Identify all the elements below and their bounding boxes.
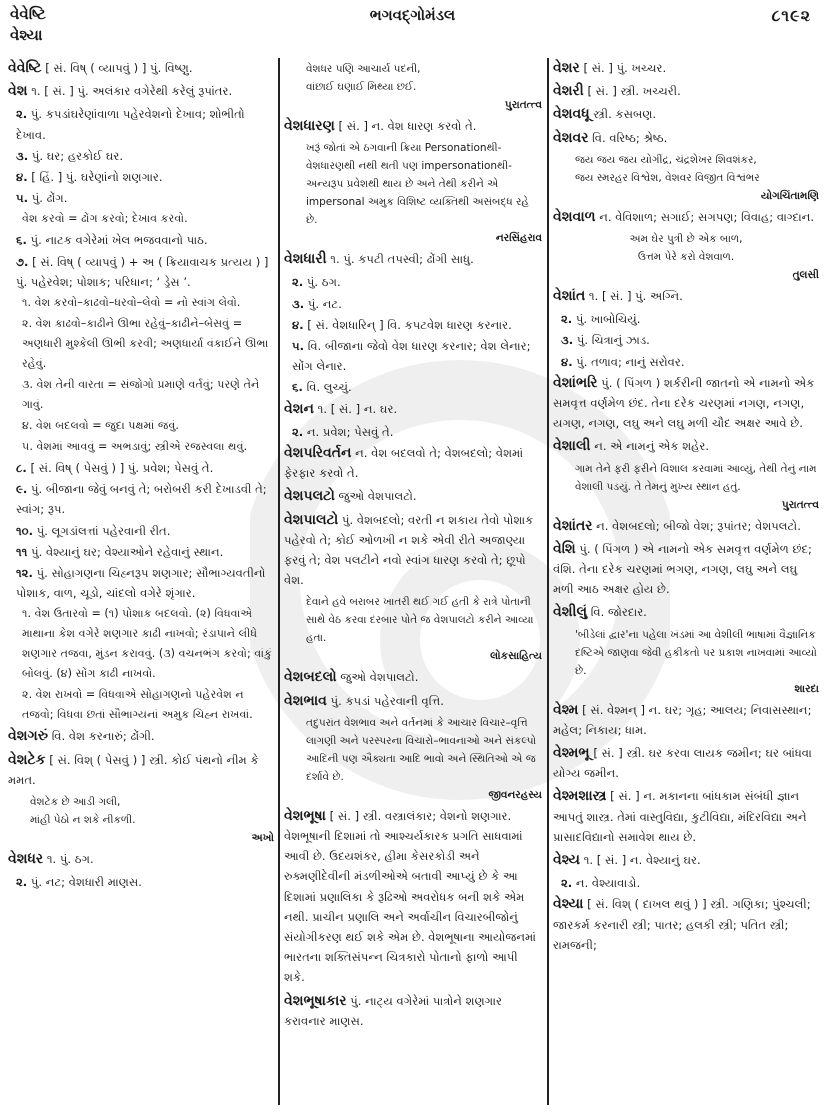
headword: વેશ્ય xyxy=(553,852,581,869)
sense-text: વિ. લુચ્ચું. xyxy=(306,380,352,395)
dictionary-entry xyxy=(553,104,819,124)
sense-text: પું. ખાબોચિયું. xyxy=(575,312,641,327)
dictionary-entry xyxy=(8,849,274,869)
sense-number: ૫. xyxy=(16,191,29,206)
dictionary-entry xyxy=(553,58,819,78)
sense-number: ૩. xyxy=(16,148,29,163)
dictionary-entry xyxy=(284,116,542,136)
sense xyxy=(16,479,274,519)
definition-text: પું. ( પિંગળ ) એ નામનો એક સમવૃત્ત વર્ણમેળ છંદ; વંશિ. તેના દરેક ચરણમાં ભગણ, નગણ, લઘુ અને લઘુ મળી આઠ અક્ષર હોય છે. xyxy=(553,541,812,597)
headword: વેશભૂષા xyxy=(284,807,326,824)
sense-number: ૨. xyxy=(292,275,304,290)
headword: વેશ્મશાસ્ત્ર xyxy=(553,788,607,805)
definition-text: પું. કપડાં પહેરવાની વૃત્તિ. xyxy=(330,693,444,708)
sense-text: [ સં. વિષ્ ( વ્યાપવું ) + અ ( ક્રિયાવાચક પ્રત્યય ) ] પું. પહેરવેશ; પોશાક; પરિધાન; ‘ ડ્રેસ ’. xyxy=(16,254,269,289)
sense xyxy=(561,352,819,372)
dictionary-entry xyxy=(8,750,274,790)
definition-text: [ સં. વિશ્ ( દાખલ થવું ) ] સ્ત્રી. ગણિકા; પુંશ્ચલી; જારકર્મ કરનારી સ્ત્રી; પાતર; હલકી સ્ત્રી; પતિત સ્ત્રી; રામજની; xyxy=(553,897,811,952)
dictionary-entry xyxy=(553,539,819,600)
headword: વેશપાલટો xyxy=(284,511,339,528)
headword: વેશ્મ xyxy=(553,701,579,718)
sense-number: ૨. xyxy=(561,876,573,891)
headword: વેશભાવ xyxy=(284,692,327,709)
headword: વેશર xyxy=(553,60,580,76)
sense-text: વિ. બીજાના જેવો વેશ ધારણ કરનાર; વેશ લેનાર; સોંગ લેનાર. xyxy=(292,339,531,374)
citation-line: અમ ઘેર પુત્રી છે એક બાળ, xyxy=(629,233,743,246)
headword: વેશધારણ xyxy=(284,118,335,134)
definition-text: ન. વેવિશાળ; સગાઈ; સગપણ; વિવાહ; વાગ્દાન. xyxy=(599,209,815,224)
dictionary-entry xyxy=(284,691,542,711)
sense-number: ૩. xyxy=(292,296,305,311)
sense xyxy=(16,563,274,603)
dictionary-entry xyxy=(553,602,819,622)
sense xyxy=(561,330,819,350)
page-number: ૮૧૯૨ xyxy=(771,6,811,25)
sense xyxy=(16,167,274,187)
definition-text: [ સં. ] સ્ત્રી. ઘર કરવા લાયક જમીન; ઘર બાંધવા યોગ્ય જમીન. xyxy=(553,746,812,781)
citation-line: ઉત્તમ પેરે કરો વેશવાળ. xyxy=(637,251,735,264)
citation xyxy=(575,460,819,514)
dictionary-entry xyxy=(284,991,542,1031)
running-title: ભગવદ્ગોમંડલ xyxy=(369,6,456,24)
citation xyxy=(306,60,542,114)
sense xyxy=(561,309,819,329)
dictionary-entry xyxy=(284,486,542,506)
dictionary-entry xyxy=(553,850,819,870)
sense-text: પું. કપડાંઘરેણાંવાળા પહેરવેશનો દેખાવ; શોભીતો દેખાવ. xyxy=(16,107,245,142)
sense xyxy=(16,104,274,144)
sense-text: [ સં. વિષ્ ( પેસવું ) ] પું. પ્રવેશ; પેસવું તે. xyxy=(30,461,214,476)
citation-source: તુલસી xyxy=(792,269,819,282)
dictionary-entry xyxy=(553,700,819,740)
headword: વેશપલટો xyxy=(284,488,335,505)
citation-line: ગામ તેને ફરી ફરીને વિશાલ કરવામાં આવ્યું, તેથી તેનું નામ વેશાલી પડયું. તે તેમનું મુખ્ય સ્થાન હતું. xyxy=(575,462,817,493)
headword: વેશપરિવર્તન xyxy=(284,445,352,462)
idiom: વેશ કરવો = ઢોંગ કરવો; દેખાવ કરવો. xyxy=(22,212,188,226)
column-divider xyxy=(278,58,280,1105)
headword: વેશટેક xyxy=(8,751,46,768)
citation-line: 'બીડેલાં દ્વાર'ના પહેલા ખંડમાં આ વેશીલી ભાષામાં વૈજ્ઞાનિક દષ્ટિએ જાણવા જેવી હકીકતો પર પ્રકાશ નાખવામાં આવ્યો છે. xyxy=(575,628,817,677)
sense-number: ૮. xyxy=(16,461,27,476)
dictionary-entry xyxy=(553,128,819,148)
citation xyxy=(306,714,542,804)
dictionary-entry xyxy=(553,743,819,783)
citation-source: પુરાતત્ત્વ xyxy=(781,498,819,511)
definition-text: જુઓ વેશપાલટો. xyxy=(340,670,419,685)
sense xyxy=(292,377,542,397)
sense xyxy=(292,272,542,292)
headword: વેશધારી xyxy=(284,251,327,268)
sense-number: ૪. xyxy=(292,317,304,332)
citation-line: જય સ્મરહર વિશ્વેશ, વેશવર વિજીત વિશ્વંભર xyxy=(575,171,760,184)
headword: વેવેષ્ટિ xyxy=(8,60,42,76)
headword: વેશધર xyxy=(8,851,44,868)
definition-text: ૧. [ સં. ] ન. ઘર. xyxy=(317,401,398,416)
sense-number: ૧૧ xyxy=(16,544,28,559)
citation xyxy=(575,626,819,698)
idiom: ૧. વેશ કરવો–કાઢવો–ધરવો–લેવો = નો સ્વાંગ લેવો. xyxy=(22,296,241,310)
headword: વેશગરું xyxy=(8,728,48,745)
sense-text: [ હિં. ] પું. ઘરેણાંનો શણગાર. xyxy=(31,170,163,185)
dictionary-entry xyxy=(553,286,819,306)
sense-text: પું. તળાવ; નાનું સરોવર. xyxy=(576,354,685,369)
sense xyxy=(292,315,542,335)
sense-number: ૭. xyxy=(16,254,29,269)
dictionary-entry xyxy=(284,443,542,483)
headword: વેશભૂષાકાર xyxy=(284,992,347,1009)
dictionary-entry xyxy=(8,58,274,78)
citation-line: માંહી પેઠો ન શકે નીકળી. xyxy=(30,814,136,827)
sense-number: ૪. xyxy=(561,354,573,369)
definition-text: ૧. પું. ઠગ. xyxy=(46,852,94,867)
idiom: ૨. વેશ કાઢવો–કાઢીને ઊભા રહેવું–કાઢીને–બેસવું = અણધારી મુશ્કેલી ઊભી કરવી; અણધાર્યા વંકાઈને ઊભા રહેવું. xyxy=(22,317,269,371)
sense xyxy=(16,146,274,166)
citation-line: વાંછાઈ ઘણાઈ મિથ્યા છઈ. xyxy=(306,81,417,93)
dictionary-entry xyxy=(553,894,819,955)
definition-text: વિ. જોરદાર. xyxy=(590,605,647,620)
headword: વેશ્મભૂ xyxy=(553,745,590,762)
sense-text: પું. વેશ્યાનું ઘર; વેશ્યાઓને રહેવાનું સ્થાન. xyxy=(31,544,224,559)
idiom: ૩. વેશ તેની વારતા = સંજોગો પ્રમાણે વર્તવું; પરણે તેને ગાવું. xyxy=(22,378,260,412)
guide-word-last: વેશ્યા xyxy=(10,26,43,44)
definition-text: પું. નાટ્ય વગેરેમાં પાત્રોને શણગાર કરાવનાર માણસ. xyxy=(284,993,502,1028)
citation-line: ખરૂં જોતાં એ ઠગવાની ક્રિયા Personationથી-વેશધારણથી નથી થતી પણ impersonationથી-અન્યરૂપ પ્રવેશથી થાય છે અને તેથી કરીને એ impersonal અમુક વિશિષ્ટ વ્યક્તિથી અસંબદ્ધ રહે છે. xyxy=(306,142,529,227)
definition-text: [ સં. ] સ્ત્રી. ખચ્ચરી. xyxy=(587,84,681,99)
definition-text: ૧. [ સં. ] ન. વેશ્યાનું ઘર. xyxy=(583,853,701,868)
definition-text: વિ. વેશ કરનારું; ઢોંગી. xyxy=(51,729,155,744)
dictionary-entry xyxy=(284,249,542,269)
headword: વેશરી xyxy=(553,83,584,100)
citation-source: પુરાતત્ત્વ xyxy=(504,99,542,111)
definition-text: વિ. વરિષ્ઠ; શ્રેષ્ઠ. xyxy=(592,130,668,145)
sense-text: પું. ઘર; હરકોઈ ઘર. xyxy=(31,148,124,163)
sense-text: ન. વેશ્યાવાડો. xyxy=(575,876,641,891)
citation xyxy=(575,151,819,205)
dictionary-entry xyxy=(553,81,819,101)
sense xyxy=(16,230,274,250)
sense-number: ૨. xyxy=(16,875,28,890)
idiom: ૪. વેશ બદલવો = જુદા પક્ષમાં જવું. xyxy=(22,419,179,433)
headword: વેશ xyxy=(8,83,28,100)
sense-text: પું. નટ; વેશધારી માણસ. xyxy=(30,875,142,890)
definition-text: [ સં. વિષ્ ( વ્યાપવું ) ] પું. વિષ્ણુ. xyxy=(45,61,193,75)
citation-line: વેશટેક છે આડી ગલી, xyxy=(30,796,121,809)
sense xyxy=(16,252,274,292)
dictionary-entry xyxy=(8,81,274,101)
sense-text: પું. લૂગડાંલત્તાં પહેરવાની રીત. xyxy=(36,523,171,538)
sense-number: ૧૨. xyxy=(16,566,33,581)
citation xyxy=(306,139,542,247)
column-2 xyxy=(284,58,542,1107)
sense-number: ૪. xyxy=(16,170,28,185)
sense-number: ૯. xyxy=(16,482,28,497)
headword: વેશાલી xyxy=(553,438,591,455)
citation-line: તદુપરાંત વેશભાવ અને વર્તનમાં કે આચાર વિચાર–વૃત્તિ લાગણી અને પરસ્પરના વિચારો–ભાવનાઓ અને સંકલ્પો આદિની પણ ઐક્યતા આદિ ભાવો અને સ્થિતિઓ એ જ દર્શાવે છે. xyxy=(306,716,537,783)
headword: વેશવધૂ xyxy=(553,106,590,123)
headword: વેશાંતર xyxy=(553,517,593,534)
citation xyxy=(30,793,274,847)
sense xyxy=(16,542,274,562)
definition-text: [ સં. વેશ્મન્ ] ન. ઘર; ગૃહ; આલય; નિવાસસ્થાન; મહેલ; નિકાય; ધામ. xyxy=(553,702,812,737)
citation xyxy=(553,230,819,284)
citation-source: શારદા xyxy=(794,682,819,695)
definition-text: ન. વેશબદલો; બીજો વેશ; રૂપાંતર; વેશપલટો. xyxy=(596,518,801,533)
definition-text: પું. ( પિંગળ ) શર્કરીની જાતનો એ નામનો એક સમવૃત્ત વર્ણમેળ છંદ. તેના દરેક ચરણમાં નગણ, નગણ, યગણ, નગણ, લઘુ અને લઘુ મળી ચૌદ અક્ષર આવે છે. xyxy=(553,375,815,431)
dictionary-entry xyxy=(284,806,542,988)
sense xyxy=(561,873,819,893)
definition-text: [ સં. ] ન. વેશ ધારણ કરવો તે. xyxy=(338,119,477,133)
dictionary-entry xyxy=(553,516,819,536)
column-3 xyxy=(553,58,819,1107)
sense xyxy=(292,294,542,314)
citation-line: વેશધર પણિ આચાર્ય પદની, xyxy=(306,63,421,75)
definition-text: ૧. પું. કપટી તપસ્વી; ઢોંગી સાધુ. xyxy=(330,252,474,267)
definition-text: [ સં. ] પું. ખચ્ચર. xyxy=(583,61,667,75)
headword: વેશિ xyxy=(553,540,576,557)
headword: વેશ્યા xyxy=(553,896,584,913)
citation-source: જીવનરહસ્ય xyxy=(488,788,542,801)
sense xyxy=(16,872,274,892)
definition-text: ૧. [ સં. ] પું. અલંકાર વગેરેથી કરેલું રૂપાંતર. xyxy=(31,84,233,99)
dictionary-entry xyxy=(553,373,819,434)
citation-source: નરસિંહરાવ xyxy=(495,232,542,245)
headword: વેશાંત xyxy=(553,288,586,305)
sense-text: ન. પ્રવેશ; પેસવું તે. xyxy=(306,424,394,439)
citation-source: લોકસાહિત્ય xyxy=(490,650,542,663)
definition-text: [ સં. ] સ્ત્રી. વસ્ત્રાલંકાર; વેશનો શણગાર. વેશભૂષાની દિશામાં તો આશ્ચર્યકારક પ્રગતિ સાધવામાં આવી છે. ઉદયશંકર, હીમા કેસરકોડી અને રુક્મણીદેવીની મંડળીઓએ બતાવી આપ્યું છે કે આ દિશામાં પ્રણાલિકા કે રૂઢિઓ અવરોધક બની શકે એમ નથી. પ્રાચીન પ્રણાલિ અને અર્વાચીન વિચારબીજોનું સંયોગીકરણ થઈ શકે એમ છે. વેશભૂષાના આયોજનમાં ભારતના શક્તિસંપન્ન ચિત્રકારો પોતાનો ફાળો આપી શકે. xyxy=(284,808,537,985)
definition-text: [ સં. વિશ્ ( પેસવું ) ] સ્ત્રી. કોઈ પંથનો નીમ કે મમત. xyxy=(8,752,259,787)
headword: વેશન xyxy=(284,400,314,417)
definition-text: ન. વેશ બદલવો તે; વેશબદલો; વેશમાં ફેરફાર કરવો તે. xyxy=(284,446,524,481)
sense-text: પું. ઠગ. xyxy=(306,275,341,290)
sense xyxy=(16,458,274,478)
dictionary-entry xyxy=(284,510,542,591)
citation-source: યોગચિંતામણિ xyxy=(760,189,819,202)
dictionary-entry xyxy=(8,726,274,746)
citation-line: જય જય જય યોગીંદ્ર, ચંદ્રશેખર શિવશંકર, xyxy=(575,153,757,166)
column-divider xyxy=(547,58,549,1105)
dictionary-entry xyxy=(553,207,819,227)
sense-text: પું. નાટક વગેરેમાં ખેલ ભજવવાનો પાઠ. xyxy=(30,233,208,248)
dictionary-entry xyxy=(284,667,542,687)
sense-text: પું. નટ. xyxy=(307,296,342,311)
sense xyxy=(16,521,274,541)
sense xyxy=(292,422,542,442)
citation-source: અખો xyxy=(251,832,274,845)
dictionary-entry xyxy=(284,399,542,419)
citation-line: દેવાને હવે બરાબર ખાતરી થઈ ગઈ હતી કે રાત્રે પોતાની સાથે વેઠ કરવા દરબાર પોતે જ વેશપાલટો કરીને આવ્યા હતા. xyxy=(306,596,534,645)
sense-number: ૬. xyxy=(16,233,27,248)
sense-number: ૬. xyxy=(292,380,303,395)
definition-text: ન. એ નામનું એક શહેર. xyxy=(594,439,710,454)
citation xyxy=(306,593,542,665)
sense xyxy=(292,336,542,376)
dictionary-entry xyxy=(553,436,819,456)
idiom: ૫. વેશમાં આવવું = અભડાવું; સ્ત્રીએ રજસ્વલા થવું. xyxy=(22,440,248,454)
definition-text: જુઓ વેશપાલટો. xyxy=(338,489,417,504)
sense-text: [ સં. વેશધારિન્ ] વિ. કપટવેશ ધારણ કરનાર. xyxy=(307,317,512,332)
guide-word-first: વેવેષ્ટિ xyxy=(10,5,46,23)
sense-number: ૧૦. xyxy=(16,523,34,538)
dictionary-entry xyxy=(553,786,819,847)
sense-text: પું. સોહાગણના ચિહ્નરૂપ શણગાર; સૌભાગ્યવતીનો પોશાક, વાળ, ચૂડો, ચાંદલો વગેરે શૃંગાર. xyxy=(16,566,266,601)
sense-number: ૨. xyxy=(16,107,28,122)
idiom: ૧. વેશ ઉતારવો = (૧) પોશાક બદલવો. (૨) વિધવાએ માથાના કેશ વગેરે શણગાર કાઢી નાખવો; રંડાપાને લીધે શણગાર તજવા, મુંડન કરાવવું. (૩) વચનભંગ કરવો; વાંકું બોલવું. (૪) સોંગ કાઢી નાખવો. xyxy=(22,607,272,681)
sense xyxy=(16,188,274,208)
definition-text: [ સં. ] ન. મકાનના બાંધકામ સંબંધી જ્ઞાન આપતું શાસ્ત્ર. તેમાં વાસ્તુવિદ્યા, કુટીવિદ્યા, મંદિરવિદ્યા અને પ્રાસાદવિદ્યાનો સમાવેશ થાય છે. xyxy=(553,789,807,844)
sense-number: ૩. xyxy=(561,333,574,348)
sense-text: પું. ઢોંગ. xyxy=(31,191,68,206)
headword: વેશવર xyxy=(553,129,589,146)
headword: વેશબદલો xyxy=(284,669,337,686)
definition-text: સ્ત્રી. કસબણ. xyxy=(593,107,657,122)
definition-text: પું. વેશબદલો; વરતી ન શકાય તેવો પોશાક પહેરવો તે; કોઈ ઓળખી ન શકે એવી રીતે અજાણ્યા ફરવું તે; વેશ પલટીને નવો સ્વાંગ ધારણ કરવો તે; છૂપો વેશ. xyxy=(284,512,534,588)
sense-number: ૫. xyxy=(292,339,305,354)
idiom: ૨. વેશ રાખવો = વિધવાએ સોહાગણનો પહેરવેશ ન તજવો; વિધવા છતાં સૌભાગ્યનાં અમુક ચિહ્ન રાખવાં. xyxy=(22,688,253,722)
sense-text: પું. બીજાના જેવું બનવું તે; બરોબરી કરી દેખાડવી તે; સ્વાંગ; રૂપ. xyxy=(16,482,267,517)
headword: વેશાંભરિ xyxy=(553,374,598,391)
sense-number: ૨. xyxy=(561,312,573,327)
sense-text: પું. ચિત્રાનું ઝાડ. xyxy=(576,333,650,348)
definition-text: ૧. [ સં. ] પું. અગ્નિ. xyxy=(588,289,683,304)
headword: વેશવાળ xyxy=(553,208,596,225)
sense-number: ૨. xyxy=(292,424,304,439)
column-1 xyxy=(8,58,274,1107)
headword: વેશીલું xyxy=(553,604,588,621)
